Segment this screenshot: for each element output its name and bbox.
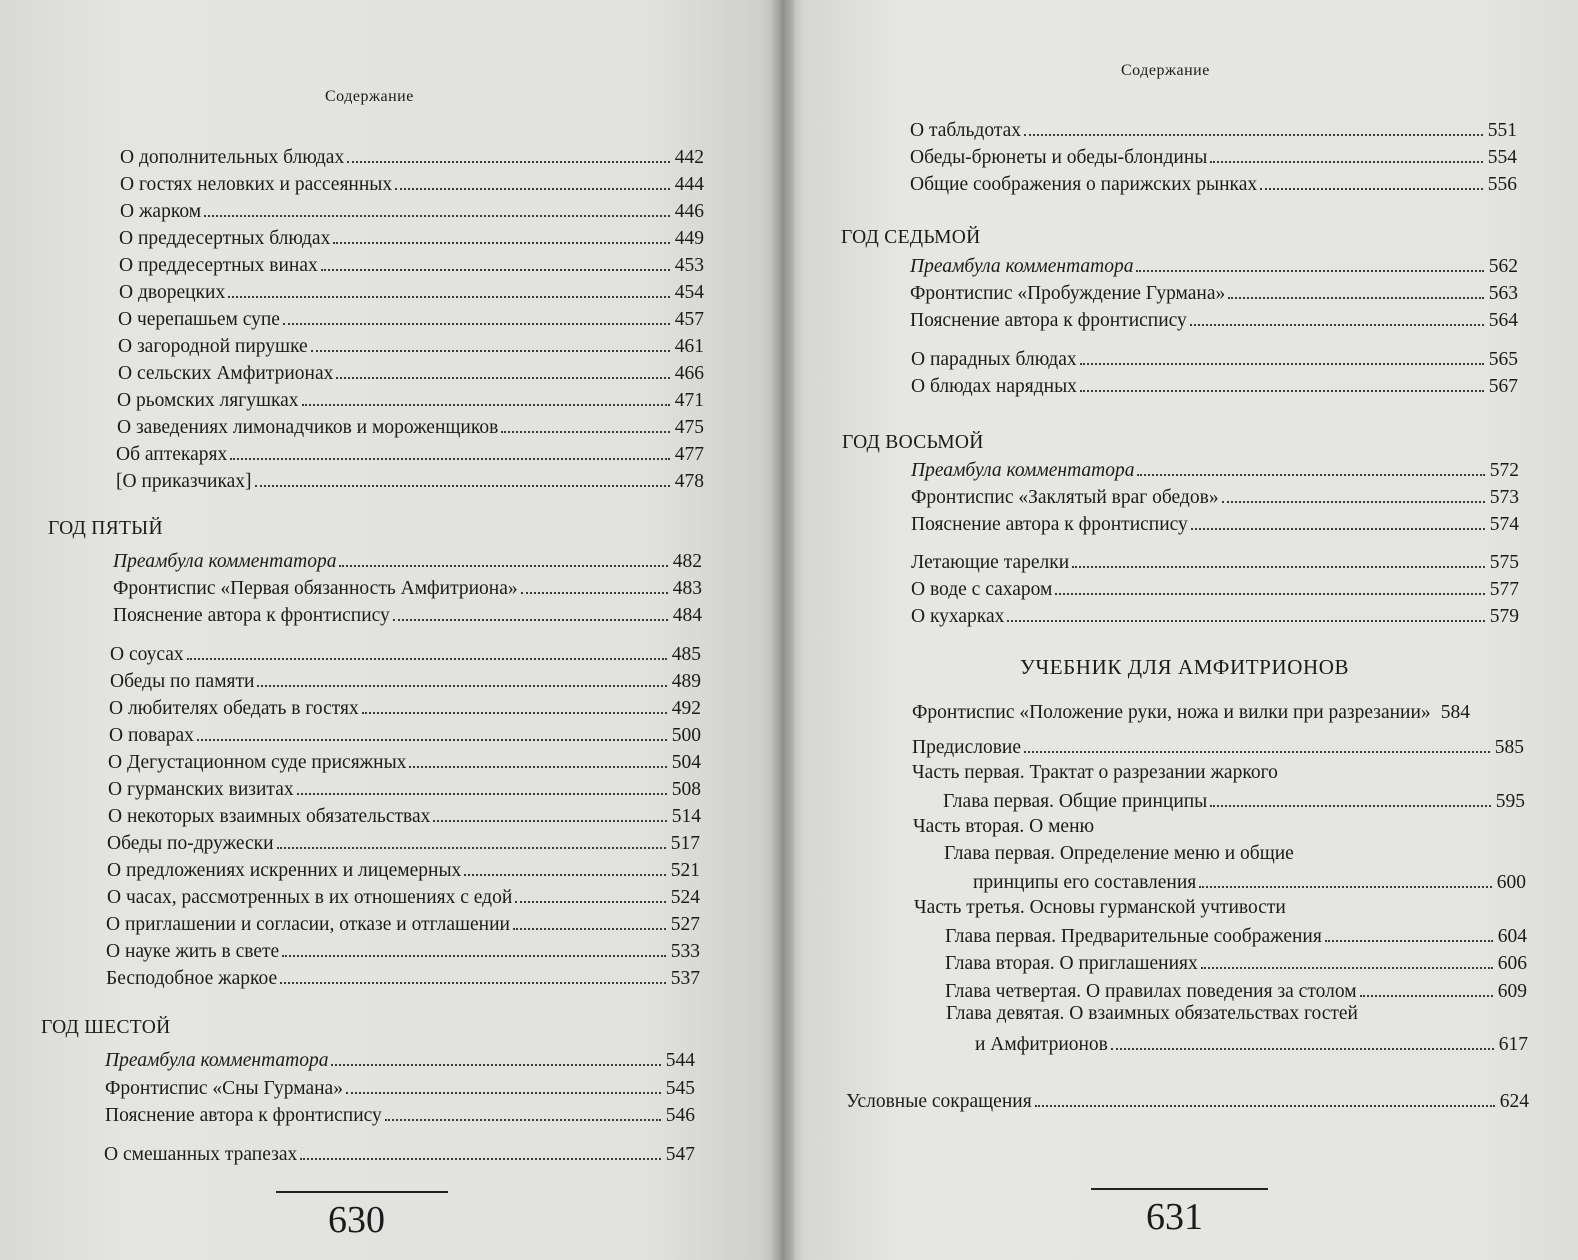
toc-entry: Пояснение автора к фронтиспису 564 [910, 309, 1518, 331]
toc-entry: О жарком 446 [120, 200, 704, 222]
toc-entry: Условные сокращения 624 [846, 1090, 1529, 1112]
toc-entry: Обеды по памяти 489 [110, 670, 701, 692]
toc-chapter-line: Глава первая. Определение меню и общие [944, 843, 1294, 864]
toc-entry: О часах, рассмотренных в их отношениях с едой 524 [107, 886, 700, 908]
toc-entry: Пояснение автора к фронтиспису 484 [113, 604, 702, 626]
toc-entry: Глава четвертая. О правилах поведения за столом 609 [945, 980, 1527, 1002]
toc-entry: О науке жить в свете 533 [106, 940, 700, 962]
toc-entry: О любителях обедать в гостях 492 [109, 697, 701, 719]
toc-entry: О блюдах нарядных 567 [911, 375, 1518, 397]
toc-part-line: Часть третья. Основы гурманской учтивости [914, 897, 1286, 918]
part-heading: УЧЕБНИК ДЛЯ АМФИТРИОНОВ [1020, 655, 1350, 679]
toc-entry: Глава вторая. О приглашениях 606 [945, 952, 1527, 974]
toc-entry: О дворецких 454 [119, 281, 704, 303]
toc-entry: О Дегустационном суде присяжных 504 [108, 751, 701, 773]
toc-entry: Глава первая. Общие принципы 595 [943, 790, 1525, 812]
toc-entry: Обеды-брюнеты и обеды-блондины 554 [910, 146, 1517, 168]
toc-entry: О смешанных трапезах 547 [104, 1143, 695, 1165]
toc-entry: Пояснение автора к фронтиспису 574 [911, 513, 1519, 535]
toc-entry: О предложениях искренних и лицемерных 521 [107, 859, 700, 881]
toc-entry: О гостях неловких и рассеянных 444 [120, 173, 704, 195]
section-heading: ГОД ШЕСТОЙ [41, 1017, 171, 1038]
toc-entry: Об аптекарях 477 [116, 443, 704, 465]
toc-part-line: Часть первая. Трактат о разрезании жаркого [912, 762, 1278, 783]
toc-entry: О дополнительных блюдах 442 [120, 146, 704, 168]
toc-entry: и Амфитрионов 617 [975, 1033, 1528, 1055]
toc-entry: [О приказчиках] 478 [116, 470, 704, 492]
toc-entry: Бесподобное жаркое 537 [106, 967, 700, 989]
toc-entry: О соусах 485 [110, 643, 701, 665]
toc-entry: О парадных блюдах 565 [911, 348, 1518, 370]
toc-entry: Преамбула комментатора 482 [113, 550, 702, 572]
book-spine-shadow [770, 0, 794, 1260]
toc-chapter-line: Глава девятая. О взаимных обязательствах гостей [946, 1003, 1358, 1024]
folio-rule [276, 1191, 448, 1193]
toc-entry: О рьомских лягушках 471 [117, 389, 704, 411]
left-page [0, 0, 782, 1260]
page-number: 630 [328, 1199, 385, 1241]
running-head: Содержание [1121, 62, 1210, 79]
toc-entry: О преддесертных винах 453 [119, 254, 704, 276]
section-heading: ГОД ВОСЬМОЙ [842, 432, 984, 453]
toc-entry: Преамбула комментатора 562 [910, 255, 1518, 277]
toc-entry: О некоторых взаимных обязательствах 514 [108, 805, 701, 827]
toc-entry: О заведениях лимонадчиков и мороженщиков 475 [117, 416, 704, 438]
toc-entry: Фронтиспис «Пробуждение Гурмана» 563 [910, 282, 1518, 304]
toc-entry: Фронтиспис «Первая обязанность Амфитриона» 483 [113, 577, 702, 599]
toc-entry: Фронтиспис «Заклятый враг обедов» 573 [911, 486, 1519, 508]
section-heading: ГОД СЕДЬМОЙ [841, 227, 981, 248]
toc-entry: О воде с сахаром 577 [911, 578, 1519, 600]
toc-entry: О табльдотах 551 [910, 119, 1517, 141]
toc-entry: О загородной пирушке 461 [118, 335, 704, 357]
toc-entry: Преамбула комментатора 544 [105, 1049, 695, 1071]
toc-entry: О преддесертных блюдах 449 [119, 227, 704, 249]
toc-entry: О сельских Амфитрионах 466 [118, 362, 704, 384]
folio-rule [1091, 1188, 1268, 1190]
section-heading: ГОД ПЯТЫЙ [48, 518, 163, 539]
toc-entry: Преамбула комментатора 572 [911, 459, 1519, 481]
page-number: 631 [1146, 1196, 1203, 1238]
right-page [782, 0, 1578, 1260]
toc-entry: принципы его составления 600 [973, 871, 1526, 893]
toc-entry: Пояснение автора к фронтиспису 546 [105, 1104, 695, 1126]
toc-entry: О поварах 500 [109, 724, 701, 746]
running-head: Содержание [325, 88, 414, 105]
toc-entry: Фронтиспис «Сны Гурмана» 545 [105, 1077, 695, 1099]
toc-entry: Глава первая. Предварительные соображения 604 [945, 925, 1527, 947]
toc-entry: О приглашении и согласии, отказе и отглашении 527 [106, 913, 700, 935]
toc-entry: О черепашьем супе 457 [118, 308, 704, 330]
toc-entry: Фронтиспис «Положение руки, ножа и вилки при разрезании» 584 [912, 701, 1470, 723]
toc-entry: О кухарках 579 [911, 605, 1519, 627]
toc-entry: Общие соображения о парижских рынках 556 [910, 173, 1517, 195]
toc-entry: Летающие тарелки 575 [911, 551, 1519, 573]
toc-entry: Предисловие 585 [912, 736, 1524, 758]
toc-entry: Обеды по-дружески 517 [107, 832, 700, 854]
toc-entry: О гурманских визитах 508 [108, 778, 701, 800]
toc-part-line: Часть вторая. О меню [913, 816, 1095, 837]
